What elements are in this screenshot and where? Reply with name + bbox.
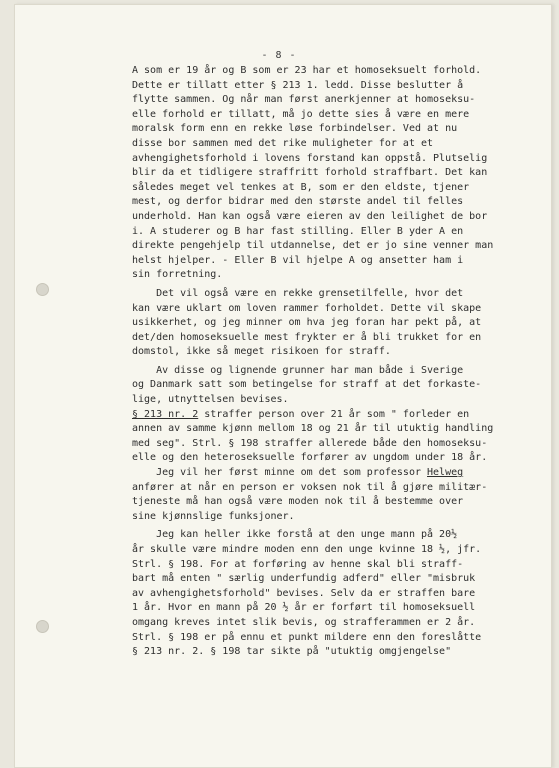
text-line: lige, utnyttelsen bevises.	[132, 394, 289, 406]
text-line: Jeg kan heller ikke forstå at den unge mann på 20½	[132, 529, 458, 541]
document-body	[132, 64, 544, 660]
text-line: annen av samme kjønn mellom 18 og 21 år til utuktig handling	[132, 423, 494, 435]
text-line: helst hjelper. - Eller B vil hjelpe A og ansetter ham i	[132, 254, 464, 266]
text-line: bart må enten " særlig underfundig adferd" eller "misbruk	[132, 573, 476, 585]
text-line: avhengighetsforhold i lovens forstand kan oppstå. Plutselig	[132, 152, 488, 164]
text-line: således meget vel tenkes at B, som er den eldste, tjener	[132, 181, 470, 193]
text-line: tjeneste må han også være moden nok til å bestemme over	[132, 496, 464, 508]
text-line: i. A studerer og B har fast stilling. Eller B yder A en	[132, 225, 464, 237]
underlined-reference: Helweg	[427, 467, 464, 479]
text-line: moralsk form enn en rekke løse forbindelser. Ved at nu	[132, 123, 458, 135]
text-line: det/den homoseksuelle mest frykter er å bli trukket for en	[132, 331, 482, 343]
text-line: med seg". Strl. § 198 straffer allerede både den homoseksu-	[132, 437, 488, 449]
text-line: sin forretning.	[132, 269, 223, 281]
text-line: Dette er tillatt etter § 213 1. ledd. Disse beslutter å	[132, 79, 464, 91]
underlined-reference: § 213 nr. 2	[132, 408, 199, 420]
text-line: usikkerhet, og jeg minner om hva jeg foran har pekt på, at	[132, 317, 482, 329]
text-segment: Jeg vil her først minne om det som professor	[132, 467, 428, 479]
text-line: mest, og derfor bidrar med den største andel til felles	[132, 196, 464, 208]
punch-hole-upper	[36, 283, 49, 296]
page-number: - 8 -	[261, 50, 297, 61]
text-line: elle og den heteroseksuelle forfører av ungdom under 18 år.	[132, 452, 488, 464]
text-line: disse bor sammen med det rike muligheter for at et	[132, 137, 434, 149]
text-line: domstol, ikke så meget risikoen for straff.	[132, 346, 391, 358]
text-line: Det vil også være en rekke grensetilfelle, hvor det	[132, 287, 464, 299]
text-line: anfører at når en person er voksen nok til å gjøre militær-	[132, 481, 488, 493]
text-line: blir da et tidligere straffritt forhold straffbart. Det kan	[132, 167, 488, 179]
text-line: år skulle være mindre moden enn den unge kvinne 18 ½, jfr.	[132, 544, 482, 555]
text-line: sine kjønnslige funksjoner.	[132, 510, 295, 522]
text-line: kan være uklart om loven rammer forholdet. Dette vil skape	[132, 302, 482, 314]
text-line: Strl. § 198 er på ennu et punkt mildere enn den foreslåtte	[132, 631, 482, 643]
text-line	[132, 466, 544, 481]
text-line: og Danmark satt som betingelse for straff at det forkaste-	[132, 379, 482, 391]
text-line: Av disse og lignende grunner har man både i Sverige	[132, 364, 464, 376]
text-line: 1 år. Hvor en mann på 20 ½ år er forført til homoseksuell	[132, 602, 476, 614]
text-line	[132, 408, 544, 423]
text-line: A som er 19 år og B som er 23 har et homoseksuelt forhold.	[132, 65, 482, 76]
text-line: Strl. § 198. For at forføring av henne skal bli straff-	[132, 558, 464, 570]
text-line: § 213 nr. 2. § 198 tar sikte på "utuktig omgjengelse"	[132, 646, 452, 658]
punch-hole-lower	[36, 620, 49, 633]
text-line: omgang kreves intet slik bevis, og strafferammen er 2 år.	[132, 616, 476, 628]
text-line: flytte sammen. Og når man først anerkjenner at homoseksu-	[132, 94, 476, 106]
text-line: direkte pengehjelp til utdannelse, det er jo sine venner man	[132, 240, 494, 252]
text-line: underhold. Han kan også være eieren av den leilighet de bor	[132, 210, 488, 222]
text-segment: straffer person over 21 år som " forleder en	[198, 408, 470, 420]
text-line: elle forhold er tillatt, må jo dette sies å være en mere	[132, 108, 470, 120]
text-line: av avhengighetsforhold" bevises. Selv da er straffen bare	[132, 587, 476, 599]
